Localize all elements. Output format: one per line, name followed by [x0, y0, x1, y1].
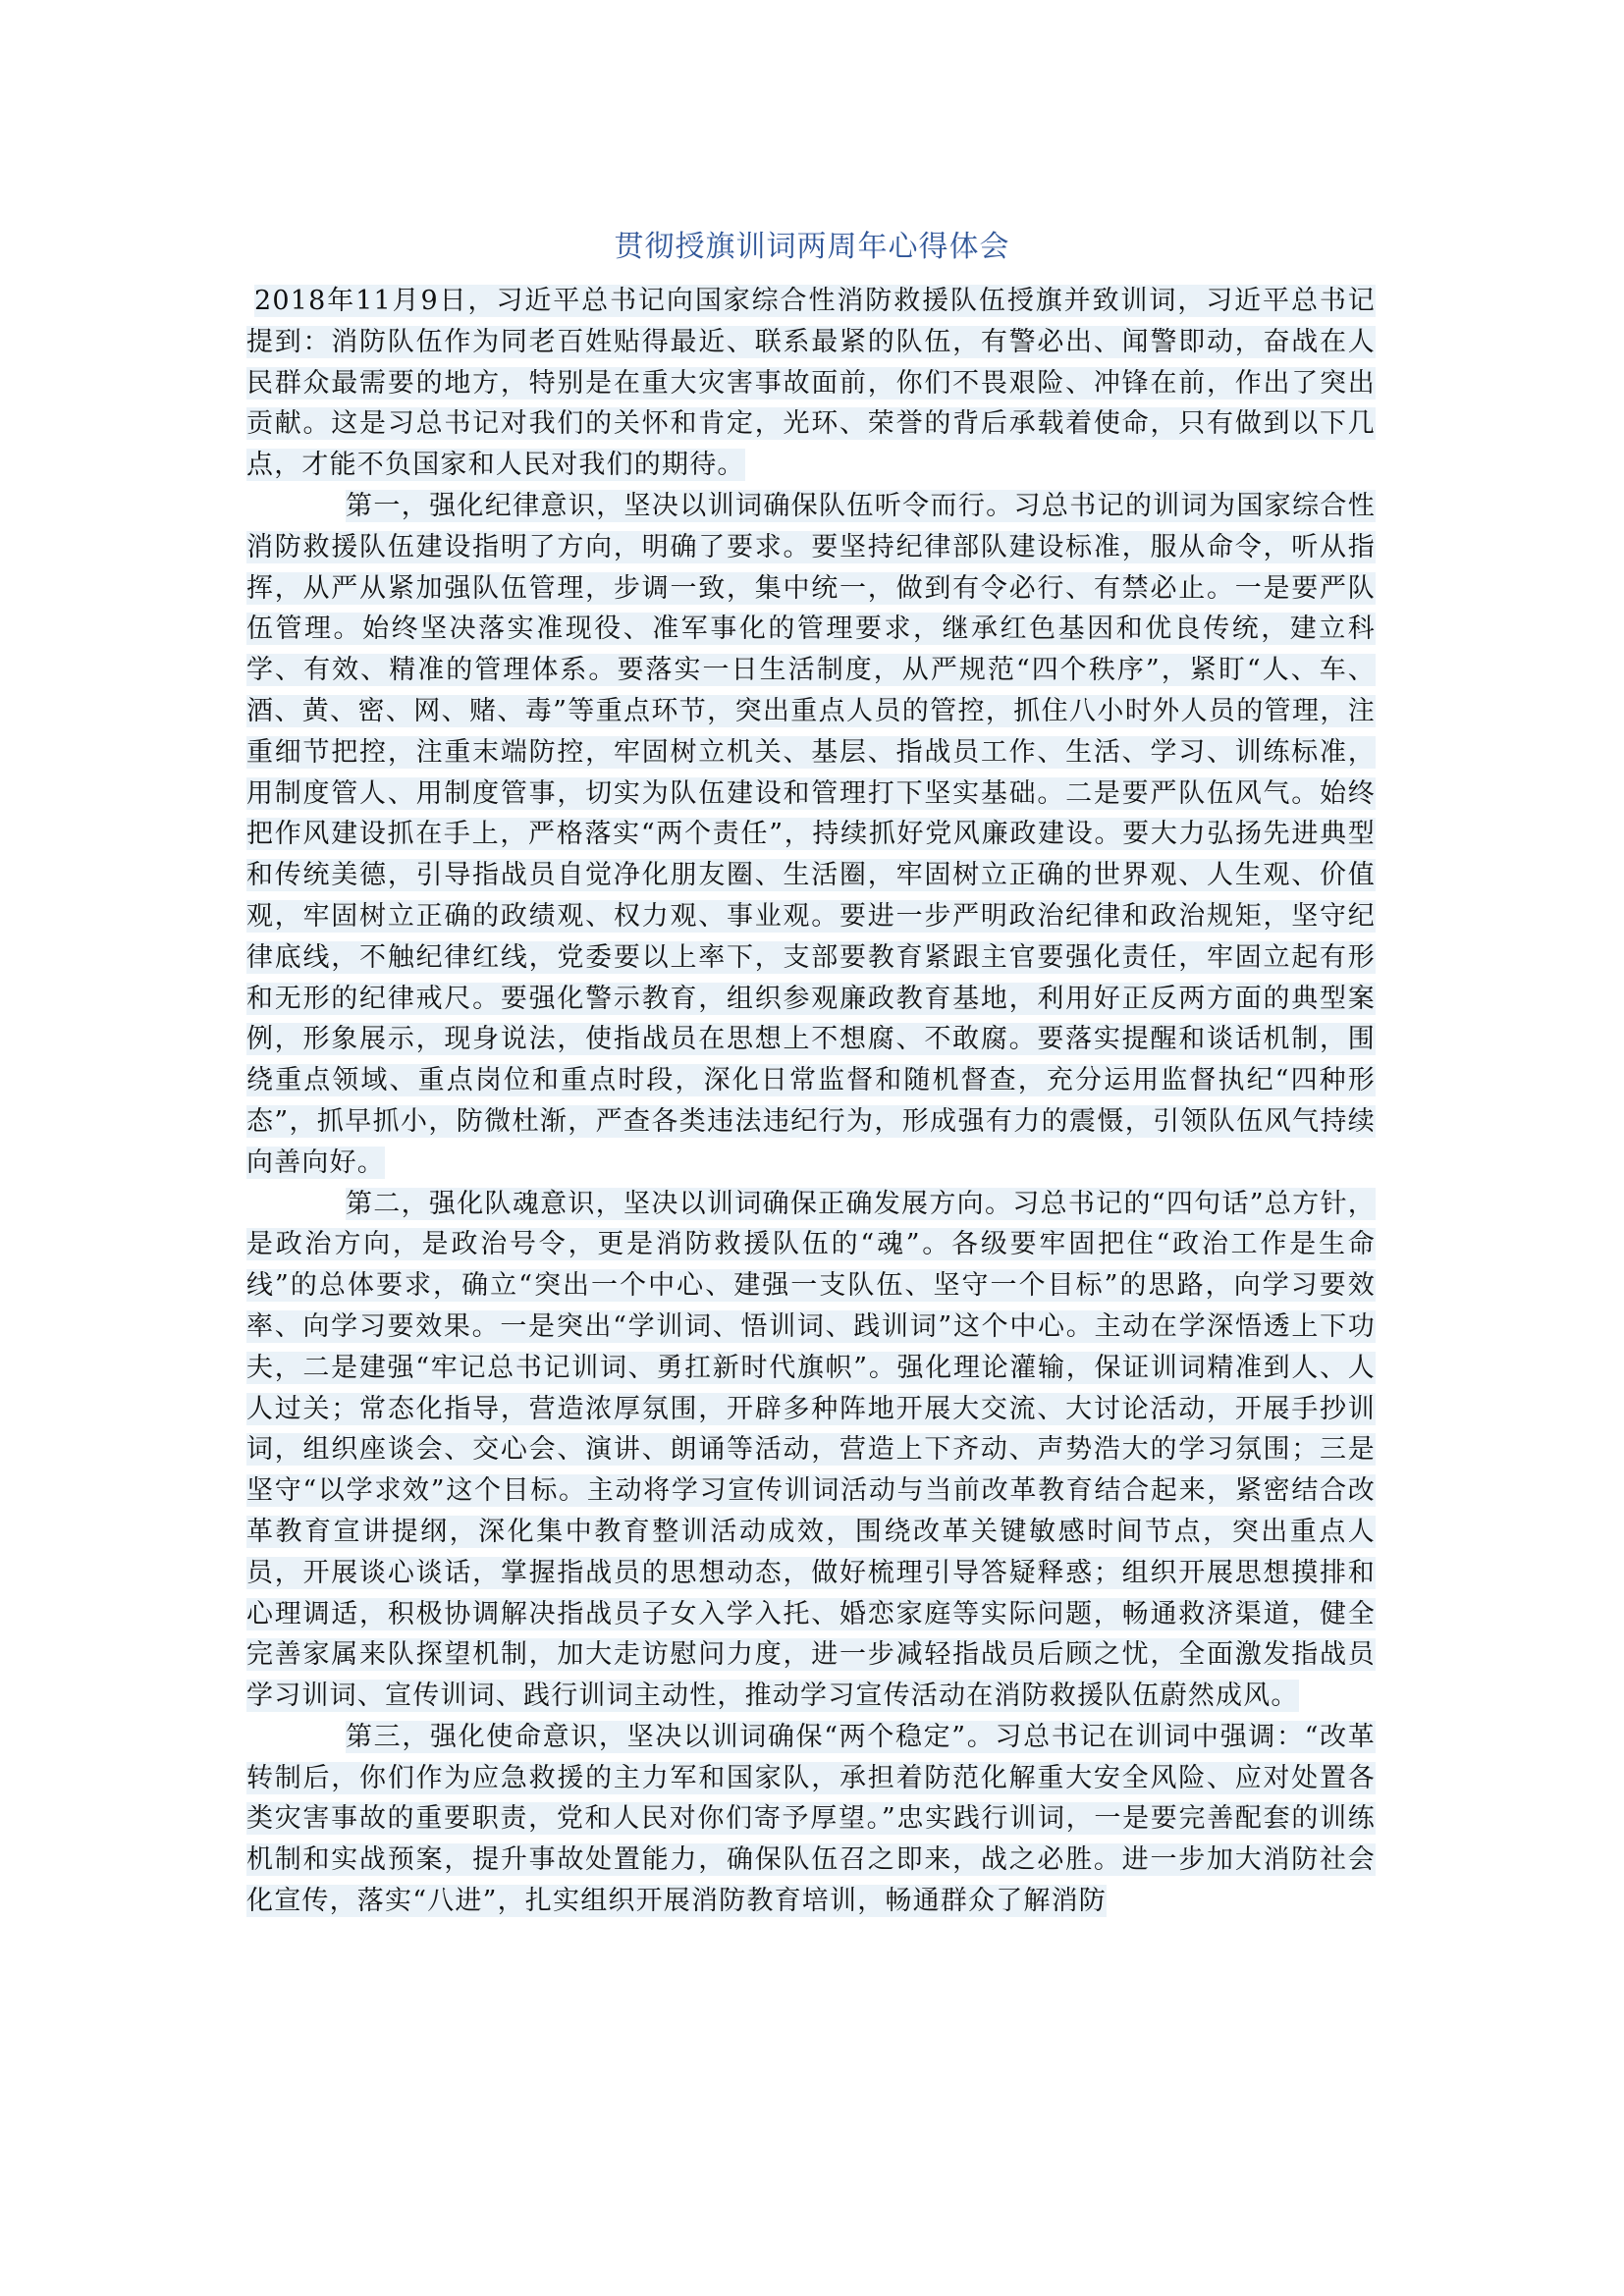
document-title: 贯彻授旗训词两周年心得体会: [614, 230, 1010, 264]
paragraph-second: [246, 1184, 1376, 1717]
paragraph-third: [246, 1717, 1376, 1922]
paragraph-third-text: 第三，强化使命意识，坚决以训词确保“两个稳定”。习总书记在训词中强调：“改革转制后，你们作为应急救援的主力军和国家队，承担着防范化解重大安全风险、应对处置各类灾害事故的重要职责，党和人民对你们寄予厚望。”忠实践行训词，一是要完善配套的训练机制和实战预案，提升事故处置能力，确保队伍召之即来，战之必胜。进一步加大消防社会化宣传，落实“八进”，扎实组织开展消防教育培训，畅通群众了解消防: [246, 1721, 1376, 1917]
paragraph-second-text: 第二，强化队魂意识，坚决以训词确保正确发展方向。习总书记的“四句话”总方针，是政治方向，是政治号令，更是消防救援队伍的“魂”。各级要牢固把住“政治工作是生命线”的总体要求，确立“突出一个中心、建强一支队伍、坚守一个目标”的思路，向学习要效率、向学习要效果。一是突出“学训词、悟训词、践训词”这个中心。主动在学深悟透上下功夫，二是建强“牢记总书记训词、勇扛新时代旗帜”。强化理论灌输，保证训词精准到人、人人过关；常态化指导，营造浓厚氛围，开辟多种阵地开展大交流、大讨论活动，开展手抄训词，组织座谈会、交心会、演讲、朗诵等活动，营造上下齐动、声势浩大的学习氛围；三是坚守“以学求效”这个目标。主动将学习宣传训词活动与当前改革教育结合起来，紧密结合改革教育宣讲提纲，深化集中教育整训活动成效，围绕改革关键敏感时间节点，突出重点人员，开展谈心谈话，掌握指战员的思想动态，做好梳理引导答疑释惑；组织开展思想摸排和心理调适，积极协调解决指战员子女入学入托、婚恋家庭等实际问题，畅通救济渠道，健全完善家属来队探望机制，加大走访慰问力度，进一步减轻指战员后顾之忧，全面激发指战员学习训词、宣传训词、践行训词主动性，推动学习宣传活动在消防救援队伍蔚然成风。: [246, 1188, 1376, 1712]
paragraph-intro: [246, 281, 1376, 486]
paragraph-intro-text: 2018年11月9日，习近平总书记向国家综合性消防救援队伍授旗并致训词，习近平总书记提到：消防队伍作为同老百姓贴得最近、联系最紧的队伍，有警必出、闻警即动，奋战在人民群众最需要的地方，特别是在重大灾害事故面前，你们不畏艰险、冲锋在前，作出了突出贡献。这是习总书记对我们的关怀和肯定，光环、荣誉的背后承载着使命，只有做到以下几点，才能不负国家和人民对我们的期待。: [246, 286, 1376, 481]
paragraph-first-text: 第一，强化纪律意识，坚决以训词确保队伍听令而行。习总书记的训词为国家综合性消防救援队伍建设指明了方向，明确了要求。要坚持纪律部队建设标准，服从命令，听从指挥，从严从紧加强队伍管理，步调一致，集中统一，做到有令必行、有禁必止。一是要严队伍管理。始终坚决落实准现役、准军事化的管理要求，继承红色基因和优良传统，建立科学、有效、精准的管理体系。要落实一日生活制度，从严规范“四个秩序”，紧盯“人、车、酒、黄、密、网、赌、毒”等重点环节，突出重点人员的管控，抓住八小时外人员的管理，注重细节把控，注重末端防控，牢固树立机关、基层、指战员工作、生活、学习、训练标准，用制度管人、用制度管事，切实为队伍建设和管理打下坚实基础。二是要严队伍风气。始终把作风建设抓在手上，严格落实“两个责任”，持续抓好党风廉政建设。要大力弘扬先进典型和传统美德，引导指战员自觉净化朋友圈、生活圈，牢固树立正确的世界观、人生观、价值观，牢固树立正确的政绩观、权力观、事业观。要进一步严明政治纪律和政治规矩，坚守纪律底线，不触纪律红线，党委要以上率下，支部要教育紧跟主官要强化责任，牢固立起有形和无形的纪律戒尺。要强化警示教育，组织参观廉政教育基地，利用好正反两方面的典型案例，形象展示，现身说法，使指战员在思想上不想腐、不敢腐。要落实提醒和谈话机制，围绕重点领域、重点岗位和重点时段，深化日常监督和随机督查，充分运用监督执纪“四种形态”，抓早抓小，防微杜渐，严查各类违法违纪行为，形成强有力的震慑，引领队伍风气持续向善向好。: [246, 490, 1376, 1178]
paragraph-first: [246, 486, 1376, 1184]
document-body: [246, 281, 1376, 1922]
